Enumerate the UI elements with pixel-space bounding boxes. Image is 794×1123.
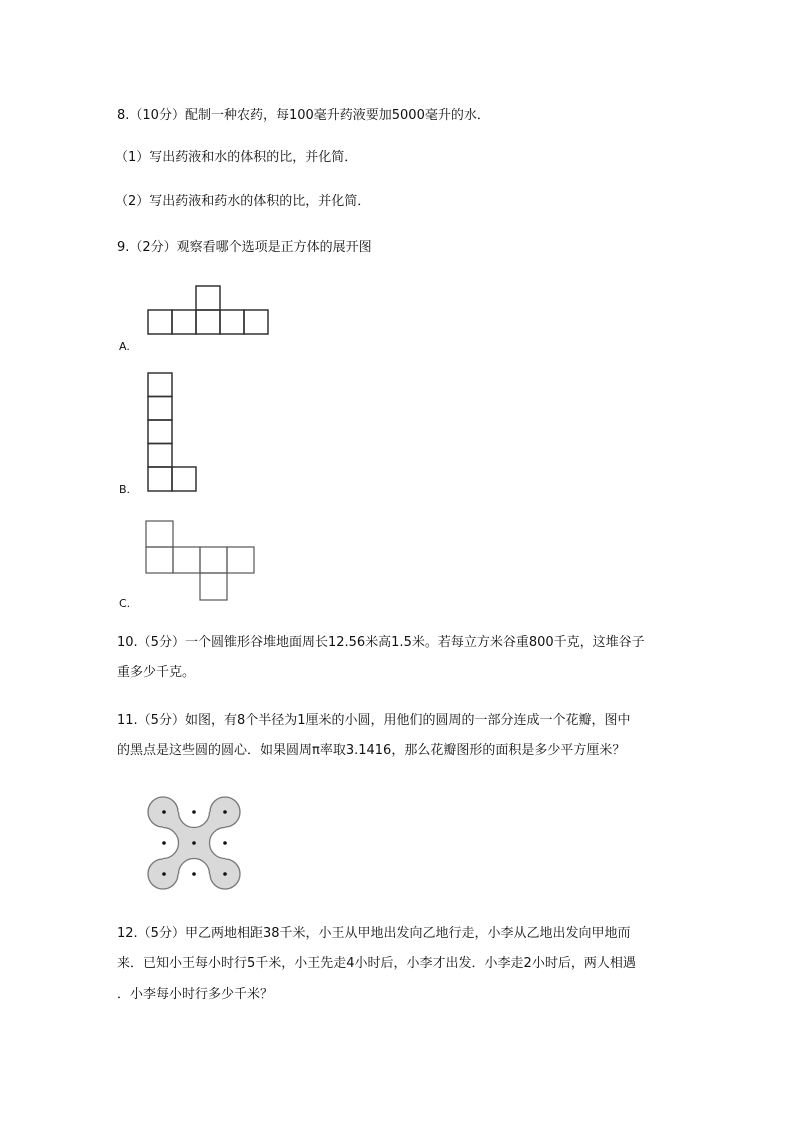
question-12-line-1: 12.（5分）甲乙两地相距38千米，小王从甲地出发向乙地行走，小李从乙地出发向甲地而 xyxy=(117,926,631,941)
option-b-label: B. xyxy=(119,483,131,496)
cube-net-option-b xyxy=(148,373,196,491)
cube-net-option-c xyxy=(146,521,254,600)
question-12-line-2: 来．已知小王每小时行5千米，小王先走4小时后，小李才出发．小李走2小时后，两人相遇 xyxy=(117,956,636,971)
flower-figure xyxy=(148,797,241,890)
question-8-part-1: （1）写出药液和水的体积的比，并化简． xyxy=(115,150,358,165)
question-11-line-2: 的黑点是这些圆的圆心．如果圆周π率取3.1416，那么花瓣图形的面积是多少平方厘米？ xyxy=(117,743,626,758)
question-12-line-3: ．小李每小时行多少千米？ xyxy=(117,987,274,1002)
question-11-line-1: 11.（5分）如图，有8个半径为1厘米的小圆，用他们的圆周的一部分连成一个花瓣，图中 xyxy=(117,713,631,728)
question-10-line-2: 重多少千克。 xyxy=(117,665,196,680)
option-c-label: C. xyxy=(119,597,131,610)
cube-net-option-a xyxy=(148,286,268,334)
option-a-label: A. xyxy=(119,340,130,353)
question-8-part-2: （2）写出药液和药水的体积的比，并化简． xyxy=(115,194,371,209)
question-9-stem: 9.（2分）观察看哪个选项是正方体的展开图 xyxy=(117,240,372,255)
question-8-stem: 8.（10分）配制一种农药，每100毫升药液要加5000毫升的水． xyxy=(117,108,490,123)
question-10-line-1: 10.（5分）一个圆锥形谷堆地面周长12.56米高1.5米。若每立方米谷重800千克，这堆谷子 xyxy=(117,635,645,650)
